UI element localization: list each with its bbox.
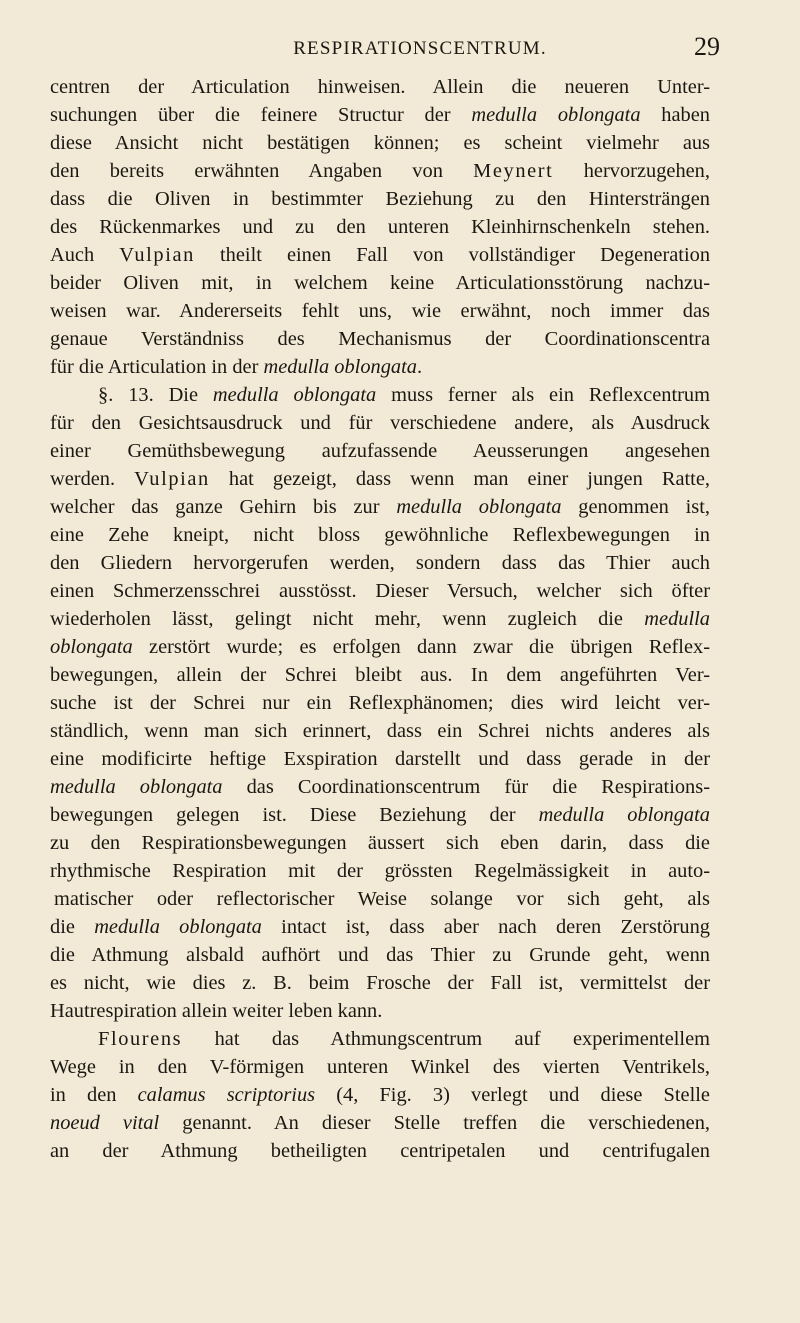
- text-line: werden. Vulpian hat gezeigt, dass wenn man einer jungen Ratte,: [50, 468, 710, 490]
- latin-term: calamus scriptorius: [137, 1084, 316, 1106]
- text-line: für den Gesichtsausdruck und für verschiedene andere, als Ausdruck: [50, 412, 710, 434]
- text-line: oblongata zerstört wurde; es erfolgen dann zwar die übrigen Reflex-: [50, 636, 710, 658]
- author-name: Meynert: [473, 160, 554, 182]
- text-line: bewegungen gelegen ist. Diese Beziehung der medulla oblongata: [50, 804, 710, 826]
- text-line: suchungen über die feinere Structur der medulla oblongata haben: [50, 104, 710, 126]
- latin-term: medulla oblongata: [94, 916, 262, 938]
- text-line: Auch Vulpian theilt einen Fall von vollständiger Degeneration: [50, 244, 711, 266]
- text-line: ständlich, wenn man sich erinnert, dass ein Schrei nichts anderes als: [50, 720, 710, 742]
- text-line: an der Athmung betheiligten centripetalen und centrifugalen: [50, 1140, 710, 1162]
- text-line: des Rückenmarkes und zu den unteren Kleinhirnschenkeln stehen.: [50, 216, 710, 238]
- text-line: Hautrespiration allein weiter leben kann.: [50, 1000, 383, 1022]
- text-line: es nicht, wie dies z. B. beim Frosche der Fall ist, vermittelst der: [50, 972, 710, 994]
- latin-term: medulla oblongata: [396, 496, 562, 518]
- latin-term: oblongata: [50, 636, 133, 658]
- text-line: centren der Articulation hinweisen. Allein die neueren Unter-: [50, 76, 710, 98]
- text-line: rhythmische Respiration mit der grössten Regelmässigkeit in auto-: [50, 860, 710, 882]
- text-line: welcher das ganze Gehirn bis zur medulla oblongata genommen ist,: [50, 496, 710, 518]
- latin-term: medulla oblongata: [471, 104, 641, 126]
- author-name: Vulpian: [134, 468, 210, 490]
- text-line: suche ist der Schrei nur ein Reflexphänomen; dies wird leicht ver-: [50, 692, 710, 714]
- text-line: Flourens hat das Athmungscentrum auf experimentellem: [98, 1028, 710, 1050]
- text-line: für die Articulation in der medulla oblongata.: [50, 356, 423, 378]
- page-header: [160, 34, 720, 64]
- page-number: 29: [694, 32, 720, 61]
- author-name: Flourens: [98, 1028, 183, 1050]
- latin-term: medulla oblongata: [50, 776, 223, 798]
- text-line: den bereits erwähnten Angaben von Meynert hervorzugehen,: [50, 160, 710, 182]
- text-line: wiederholen lässt, gelingt nicht mehr, wenn zugleich die medulla: [50, 608, 710, 630]
- text-line: medulla oblongata das Coordinationscentrum für die Respirations-: [50, 776, 710, 798]
- text-line: einen Schmerzensschrei ausstösst. Dieser Versuch, welcher sich öfter: [50, 580, 710, 602]
- latin-term: medulla: [644, 608, 710, 630]
- text-line: noeud vital genannt. An dieser Stelle treffen die verschiedenen,: [50, 1112, 710, 1134]
- text-line: die Athmung alsbald aufhört und das Thier zu Grunde geht, wenn: [50, 944, 710, 966]
- text-line: die medulla oblongata intact ist, dass aber nach deren Zerstörung: [50, 916, 710, 938]
- text-line: genaue Verständniss des Mechanismus der Coordinationscentra: [50, 328, 710, 350]
- text-line: beider Oliven mit, in welchem keine Articulationsstörung nachzu-: [50, 272, 710, 294]
- text-line: eine modificirte heftige Exspiration darstellt und dass gerade in der: [50, 748, 710, 770]
- latin-term: medulla oblongata: [263, 356, 417, 378]
- body-text: [50, 73, 710, 1165]
- latin-term: medulla oblongata: [212, 384, 377, 406]
- text-line: in den calamus scriptorius (4, Fig. 3) verlegt und diese Stelle: [50, 1084, 710, 1106]
- text-line: dass die Oliven in bestimmter Beziehung zu den Hintersträngen: [50, 188, 710, 210]
- text-line: weisen war. Andererseits fehlt uns, wie erwähnt, noch immer das: [50, 300, 710, 322]
- running-title: RESPIRATIONSCENTRUM.: [293, 38, 547, 59]
- text-line: eine Zehe kneipt, nicht bloss gewöhnliche Reflexbewegungen in: [50, 524, 710, 546]
- text-line: diese Ansicht nicht bestätigen können; es scheint vielmehr aus: [50, 132, 710, 154]
- latin-term: medulla oblongata: [538, 804, 710, 826]
- text-line: den Gliedern hervorgerufen werden, sondern dass das Thier auch: [50, 552, 710, 574]
- text-line: bewegungen, allein der Schrei bleibt aus. In dem angeführten Ver-: [50, 664, 710, 686]
- text-line: matischer oder reflectorischer Weise solange vor sich geht, als: [54, 888, 710, 910]
- latin-term: noeud vital: [50, 1112, 160, 1134]
- text-line: zu den Respirationsbewegungen äussert sich eben darin, dass die: [50, 832, 710, 854]
- author-name: Vulpian: [119, 244, 195, 266]
- text-line: Wege in den V-förmigen unteren Winkel des vierten Ventrikels,: [50, 1056, 710, 1078]
- text-line: einer Gemüthsbewegung aufzufassende Aeusserungen angesehen: [50, 440, 710, 462]
- text-line: §. 13. Die medulla oblongata muss ferner als ein Reflexcentrum: [98, 384, 710, 406]
